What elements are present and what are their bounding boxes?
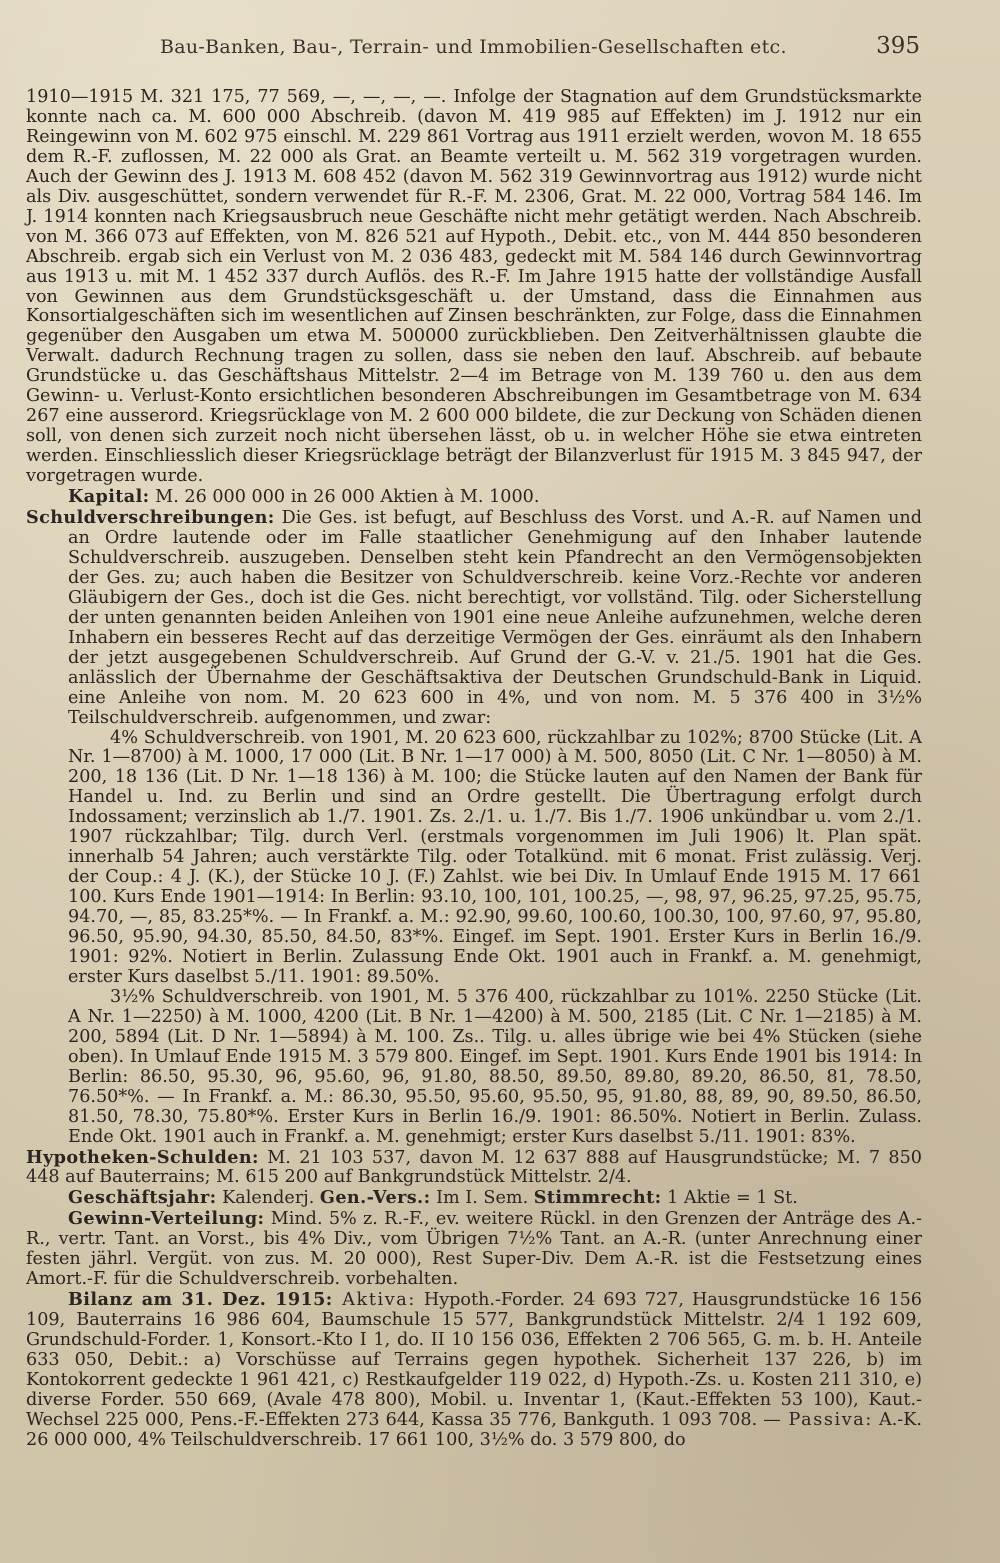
running-header [160,33,920,66]
gewinn-verteilung-label: Gewinn-Verteilung: [68,1208,265,1230]
schuldverschreibungen-label: Schuldverschreibungen: [26,507,275,529]
hypotheken-paragraph [26,1148,922,1189]
gen-vers-label: Gen.-Vers.: [319,1187,431,1209]
gewinn-verteilung-text: Mind. 5% z. R.-F., ev. weitere Rückl. in den Grenzen der Anträge des A.-R., vertr. Tant. an Vorst., bis 4% Div., vom Übrigen 7½% Tant. an A.-R. (unter Anrechnung einer festen jährl. Vergüt. von zus. M. 20 000), Rest Super-Div. Dem A.-R. ist die Festsetzung eines Amort.-F. für die Schuldverschreib. vorbehalten. [26,1209,922,1290]
schuldverschreibungen-paragraph [26,508,922,728]
body-text [26,88,922,1451]
hypotheken-label: Hypotheken-Schulden: [26,1146,259,1168]
gewinn-verteilung-paragraph [26,1209,922,1290]
kapital-paragraph [26,487,922,508]
running-title: Bau-Banken, Bau-, Terrain- und Immobilien-Gesellschaften etc. [160,36,787,58]
schuldverschreibungen-text: Die Ges. ist befugt, auf Beschluss des Vorst. und A.-R. auf Namen und an Ordre lautende oder im Falle staatlicher Genehmigung auf den Inhaber lautende Schuldverschreib. auszugeben. Denselben steht kein Pfandrecht an den Vermögensobjekten der Ges. zu; auch haben die Besitzer von Schuldverschreib. keine Vorz.-Rechte vor anderen Gläubigern der Ges., doch ist die Ges. nicht berechtigt, vor vollständ. Tilg. oder Sicherstellung der unten genannten beiden Anleihen von 1901 eine neue Anleihe aufzunehmen, welche deren Inhabern ein besseres Recht auf das derzeitige Vermögen der Ges. einräumt als den Inhabern der jetzt ausgegebenen Schuldverschreib. Auf Grund der G.-V. v. 21./5. 1901 hat die Ges. anlässlich der Übernahme der Geschäftsaktiva der Deutschen Grundschuld-Bank in Liquid. eine Anleihe von nom. M. 20 623 600 in 4%, und von nom. M. 5 376 400 in 3½% Teilschuldverschreib. aufgenommen, und zwar: [68,508,922,728]
kapital-label: Kapital: [68,486,150,508]
geschaeftsjahr-text: Kalenderj. [216,1188,320,1209]
aktiva-text: Hypoth.-Forder. 24 693 727, Hausgrundstücke 16 156 109, Bauterrains 16 986 604, Baumschule 15 577, Bankgrundstück Mittelstr. 2/4 1 192 609, Grundschuld-Forder. 1, Konsort.-Kto I 1, do. II 10 156 036, Effekten 2 706 565, G. m. b. H. Anteile 633 050, Debit.: a) Vorschüsse auf Terrains gegen hypothek. Sicherheit 137 226, b) im Kontokorrent gedeckte 1 961 421, c) Restkaufgelder 119 022, d) Hypoth.-Zs. u. Kosten 211 310, e) diverse Forder. 550 669, (Avale 478 800), Mobil. u. Inventar 1, (Kaut.-Effekten 53 100), Kaut.-Wechsel 225 000, Pens.-F.-Effekten 273 644, Kassa 35 776, Bankguth. 1 093 708. — [26,1290,922,1430]
geschaeftsjahr-label: Geschäftsjahr: [68,1187,217,1209]
loan-3-5-percent-paragraph: 3½% Schuldverschreib. von 1901, M. 5 376 400, rückzahlbar zu 101%. 2250 Stücke (Lit. A Nr. 1—2250) à M. 1000, 4200 (Lit. B Nr. 1—4200) à M. 500, 2185 (Lit. C Nr. 1—2185) à M. 200, 5894 (Lit. D Nr. 1—5894) à M. 100. Zs.. Tilg. u. alles übrige wie bei 4% Stücken (siehe oben). In Umlauf Ende 1915 M. 3 579 800. Eingef. im Sept. 1901. Kurs Ende 1901 bis 1914: In Berlin: 86.50, 95.30, 96, 95.60, 96, 91.80, 88.50, 89.50, 89.80, 89.20, 86.50, 81, 78.50, 76.50*%. — In Frankf. a. M.: 86.30, 95.50, 95.60, 95.50, 95, 91.80, 88, 89, 90, 89.50, 86.50, 81.50, 78.30, 75.80*%. Erster Kurs in Berlin 16./9. 1901: 86.50%. Notiert in Berlin. Zulass. Ende Okt. 1901 auch in Frankf. a. M. genehmigt; erster Kurs daselbst 5./11. 1901: 83%. [68,986,922,1147]
geschaeftsjahr-paragraph [26,1188,922,1209]
kapital-text: M. 26 000 000 in 26 000 Aktien à M. 1000. [149,487,540,508]
page-number: 395 [876,33,920,59]
loan-4-percent-paragraph: 4% Schuldverschreib. von 1901, M. 20 623 600, rückzahlbar zu 102%; 8700 Stücke (Lit. A Nr. 1—8700) à M. 1000, 17 000 (Lit. B Nr. 1—17 000) à M. 500, 8050 (Lit. C Nr. 1—8050) à M. 200, 18 136 (Lit. D Nr. 1—18 136) à M. 100; die Stücke lauten auf den Namen der Bank für Handel u. Ind. zu Berlin und sind an Ordre gestellt. Die Übertragung erfolgt durch Indossament; verzinslich ab 1./7. 1901. Zs. 2./1. u. 1./7. Bis 1./7. 1906 unkündbar u. vom 2./1. 1907 rückzahlbar; Tilg. durch Verl. (erstmals vorgenommen im Juli 1906) lt. Plan spät. innerhalb 54 Jahren; auch verstärkte Tilg. oder Totalkünd. mit 6 monat. Frist zulässig. Verj. der Coup.: 4 J. (K.), der Stücke 10 J. (F.) Zahlst. wie bei Div. In Umlauf Ende 1915 M. 17 661 100. Kurs Ende 1901—1914: In Berlin: 93.10, 100, 101, 100.25, —, 98, 97, 96.25, 97.25, 95.75, 94.70, —, 85, 83.25*%. — In Frankf. a. M.: 92.90, 99.60, 100.60, 100.30, 100, 97.60, 97, 95.80, 96.50, 95.90, 94.30, 85.50, 84.50, 83*%. Eingef. im Sept. 1901. Erster Kurs in Berlin 16./9. 1901: 92%. Notiert in Berlin. Zulassung Ende Okt. 1901 auch in Frankf. a. M. genehmigt, erster Kurs daselbst 5./11. 1901: 89.50%. [68,727,922,987]
passiva-label: Passiva: [780,1409,873,1430]
stimmrecht-label: Stimmrecht: [533,1187,662,1209]
stimmrecht-text: 1 Aktie = 1 St. [661,1188,798,1209]
history-paragraph: 1910—1915 M. 321 175, 77 569, —, —, —, —. Infolge der Stagnation auf dem Grundstücksmarkte konnte nach ca. M. 600 000 Abschreib. (davon M. 419 985 auf Effekten) im J. 1912 nur ein Reingewinn von M. 602 975 einschl. M. 229 861 Vortrag aus 1911 erzielt werden, wovon M. 18 655 dem R.-F. zuflossen, M. 22 000 als Grat. an Beamte verteilt u. M. 562 319 vorgetragen wurden. Auch der Gewinn des J. 1913 M. 608 452 (davon M. 562 319 Gewinnvortrag aus 1912) wurde nicht als Div. ausgeschüttet, sondern verwendet für R.-F. M. 2306, Grat. M. 22 000, Vortrag 584 146. Im J. 1914 konnten nach Kriegsausbruch neue Geschäfte nicht mehr getätigt werden. Nach Abschreib. von M. 366 073 auf Effekten, von M. 826 521 auf Hypoth., Debit. etc., von M. 444 850 besonderen Abschreib. ergab sich ein Verlust von M. 2 036 483, gedeckt mit M. 584 146 durch Gewinnvortrag aus 1913 u. mit M. 1 452 337 durch Auflös. des R.-F. Im Jahre 1915 hatte der vollständige Ausfall von Gewinnen aus dem Grundstücksgeschäft u. der Umstand, dass die Einnahmen aus Konsortialgeschäften sich im wesentlichen auf Zinsen beschränkten, zur Folge, dass die Einnahmen gegenüber den Ausgaben um etwa M. 500000 zurückblieben. Den Zeitverhältnissen glaubte die Verwalt. dadurch Rechnung tragen zu sollen, dass sie neben den lauf. Abschreib. auf bebaute Grundstücke u. das Geschäftshaus Mittelstr. 2—4 im Betrage von M. 139 760 u. den aus dem Gewinn- u. Verlust-Konto ersichtlichen besonderen Abschreibungen im Gesamtbetrage von M. 634 267 eine ausserord. Kriegsrücklage von M. 2 600 000 bildete, die zur Deckung von Schäden dienen soll, von denen sich zurzeit noch nicht übersehen lässt, ob u. in welcher Höhe sie etwa eintreten werden. Einschliesslich dieser Kriegsrücklage beträgt der Bilanzverlust für 1915 M. 3 845 947, der vorgetragen wurde. [26,87,922,487]
passiva-text: A.-K. 26 000 000, 4% Teilschuldverschreib. 17 661 100, 3½% do. 3 579 800, do [26,1409,922,1450]
bilanz-paragraph [26,1290,922,1451]
bilanz-label: Bilanz am 31. Dez. 1915: [68,1289,333,1311]
hypotheken-text: M. 21 103 537, davon M. 12 637 888 auf Hausgrundstücke; M. 7 850 448 auf Bauterrains; M. 615 200 auf Bankgrundstück Mittelstr. 2/4. [26,1147,922,1188]
gen-vers-text: Im I. Sem. [430,1188,534,1209]
aktiva-label: Aktiva: [332,1290,416,1311]
